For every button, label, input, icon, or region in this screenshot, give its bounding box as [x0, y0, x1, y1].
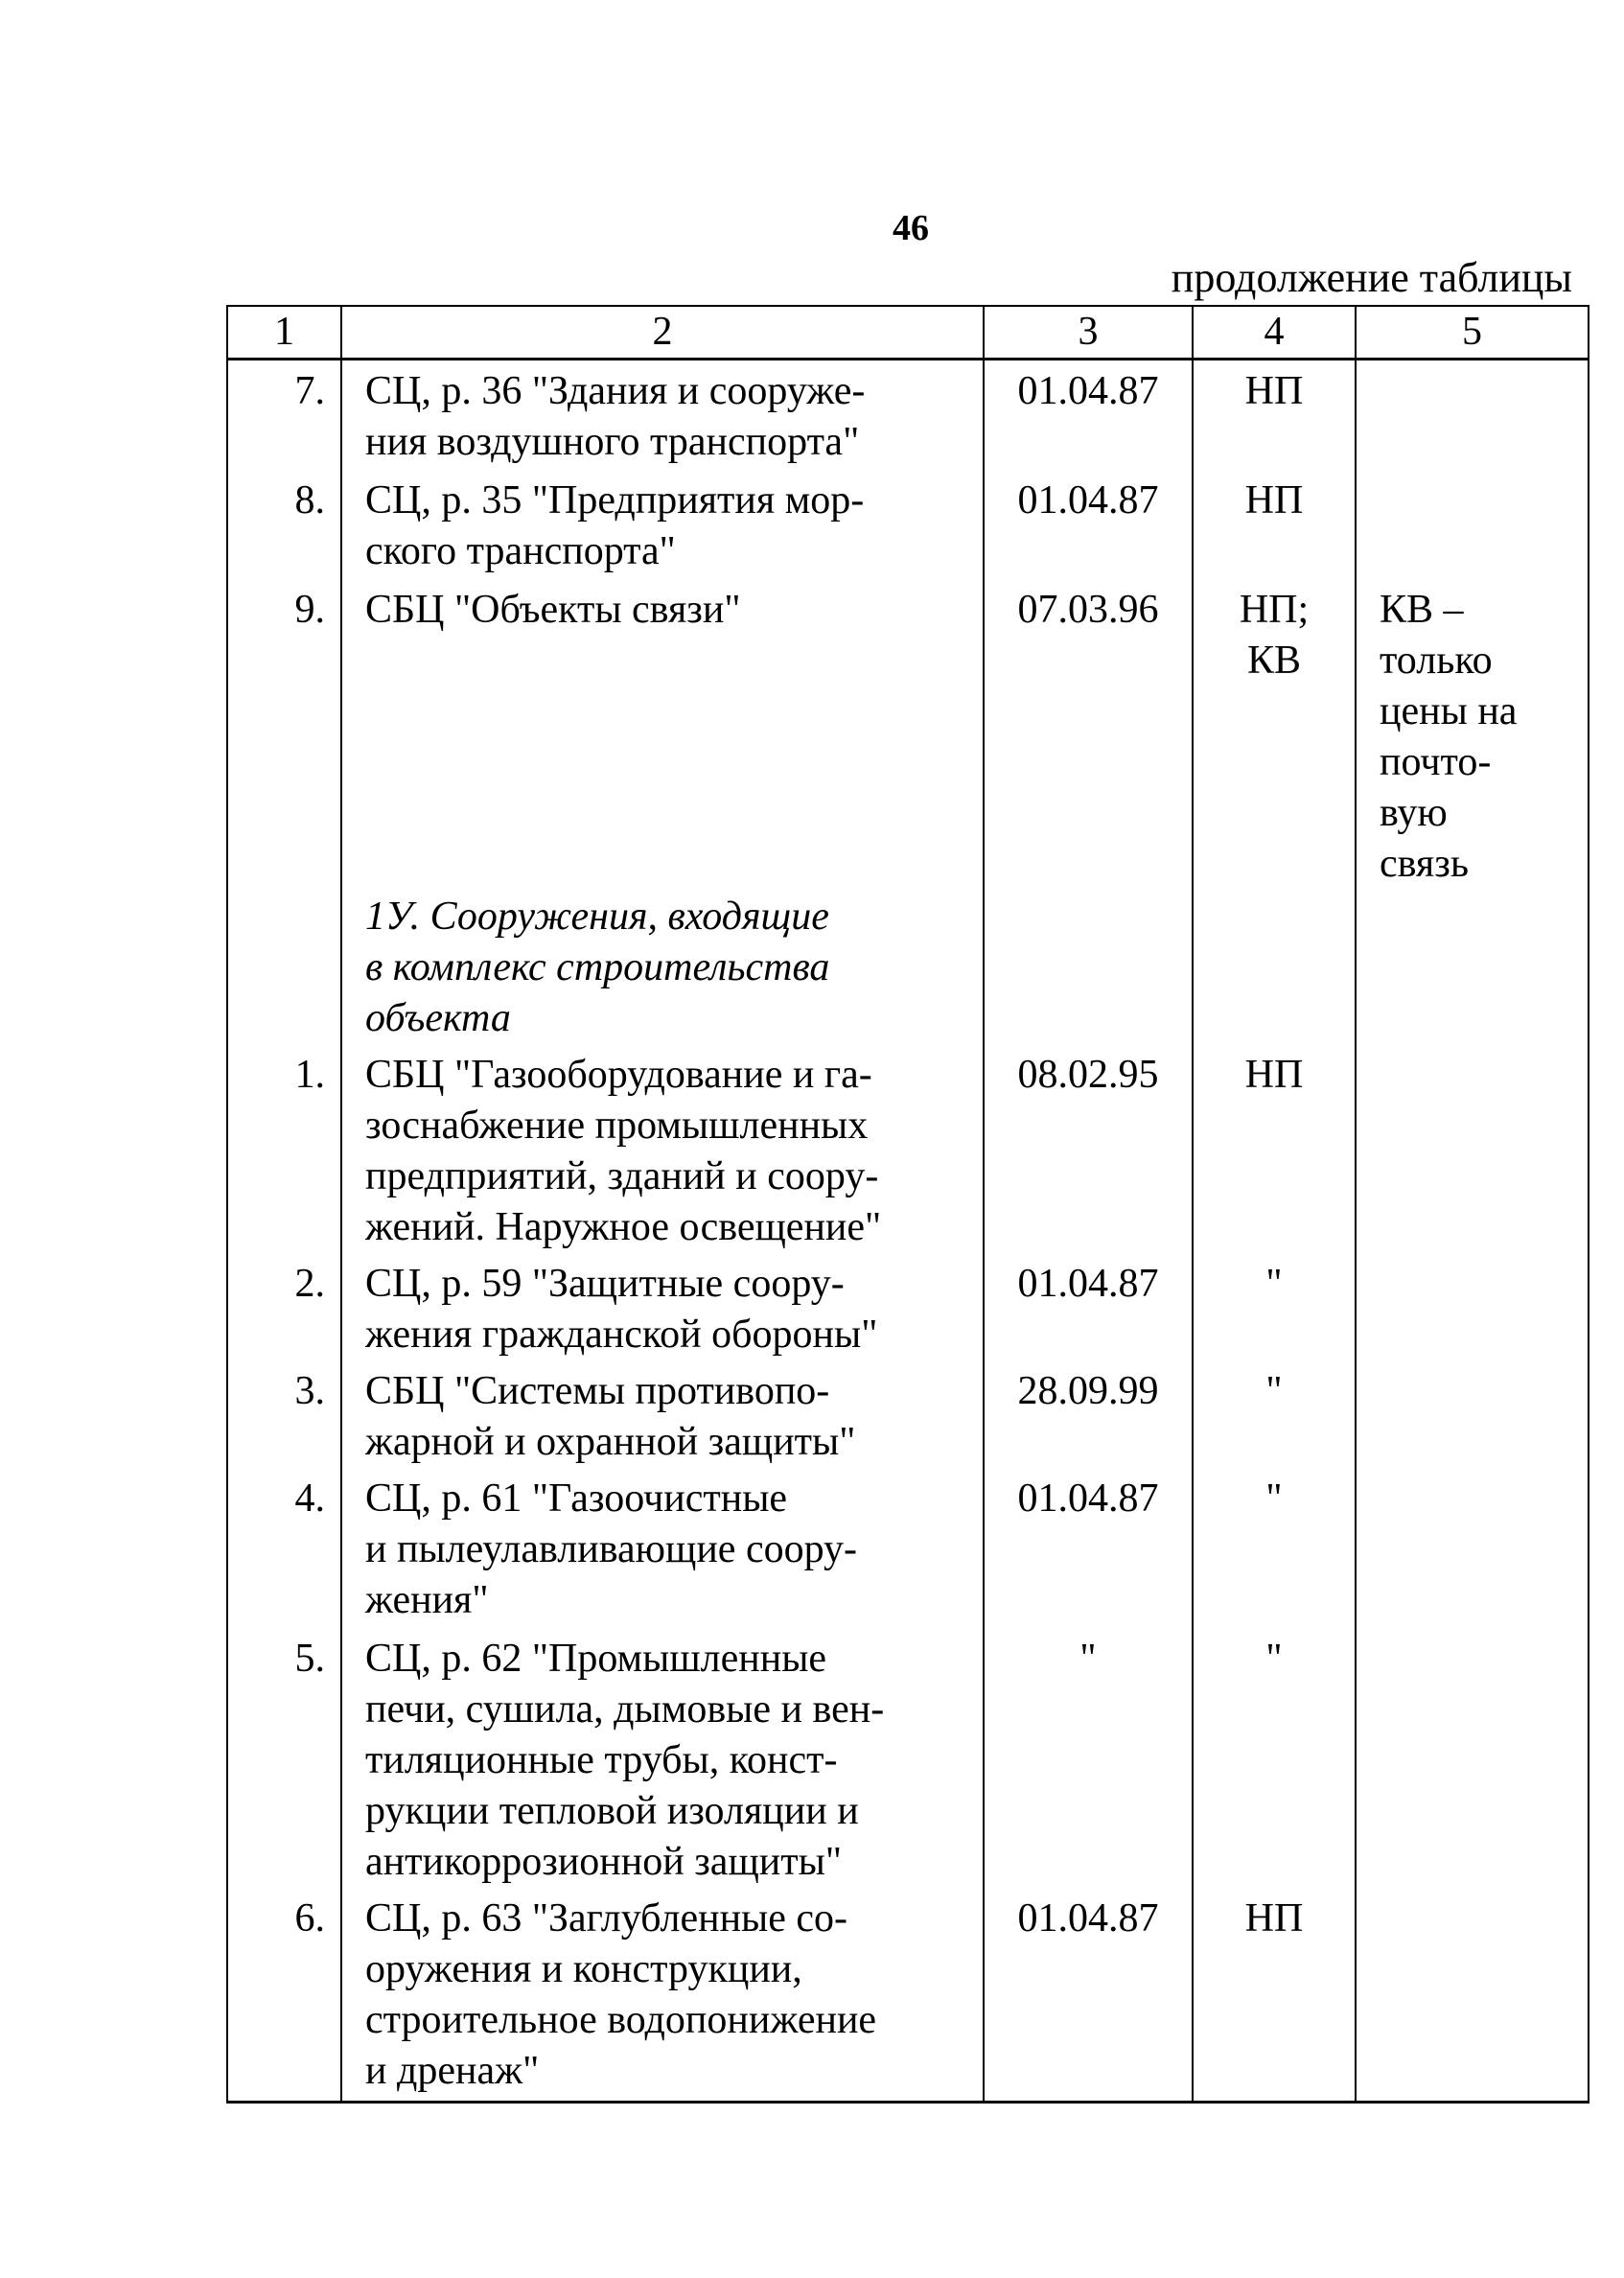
row-note	[1356, 360, 1589, 469]
row-date: 01.04.87	[984, 1468, 1193, 1626]
table-body	[227, 360, 1589, 2103]
row-code: НП	[1193, 360, 1356, 469]
row-name: СЦ, р. 61 "Газоочистные и пылеулавливающие соору- жения"	[341, 1468, 984, 1626]
row-number	[227, 890, 341, 1044]
row-date: 28.09.99	[984, 1360, 1193, 1468]
row-note	[1356, 890, 1589, 1044]
document-table	[226, 305, 1589, 2104]
row-code: "	[1193, 1626, 1356, 1888]
row-date: 07.03.96	[984, 577, 1193, 890]
row-number: 6.	[227, 1888, 341, 2103]
row-date: 01.04.87	[984, 1253, 1193, 1360]
row-name: СБЦ "Газооборудование и га- зоснабжение промышленных предприятий, зданий и соору- жений. Наружное освещение"	[341, 1044, 984, 1253]
row-number: 1.	[227, 1044, 341, 1253]
section-heading-row	[227, 890, 1589, 1044]
row-code: "	[1193, 1360, 1356, 1468]
row-code: НП	[1193, 1888, 1356, 2103]
row-name: СЦ, р. 63 "Заглубленные со- оружения и конструкции, строительное водопонижение и дренаж"	[341, 1888, 984, 2103]
row-note	[1356, 1626, 1589, 1888]
table-row	[227, 1468, 1589, 1626]
row-name: СЦ, р. 59 "Защитные соору- жения гражданской обороны"	[341, 1253, 984, 1360]
row-code: "	[1193, 1253, 1356, 1360]
table-row	[227, 360, 1589, 469]
table-row	[227, 1253, 1589, 1360]
row-date: 01.04.87	[984, 468, 1193, 577]
table-row	[227, 1626, 1589, 1888]
row-name: СЦ, р. 36 "Здания и сооруже- ния воздушного транспорта"	[341, 360, 984, 469]
row-code: "	[1193, 1468, 1356, 1626]
row-code: НП	[1193, 468, 1356, 577]
row-number: 3.	[227, 1360, 341, 1468]
header-cell-2: 2	[341, 306, 984, 360]
row-note	[1356, 1468, 1589, 1626]
row-number: 5.	[227, 1626, 341, 1888]
row-number: 7.	[227, 360, 341, 469]
row-note	[1356, 1253, 1589, 1360]
row-code: НП; КВ	[1193, 577, 1356, 890]
row-note	[1356, 468, 1589, 577]
row-date: 08.02.95	[984, 1044, 1193, 1253]
header-cell-5: 5	[1356, 306, 1589, 360]
table-row	[227, 1888, 1589, 2103]
row-note	[1356, 1360, 1589, 1468]
table-row	[227, 1044, 1589, 1253]
row-name: СЦ, р. 62 "Промышленные печи, сушила, дымовые и вен- тиляционные трубы, конст- рукции тепловой изоляции и антикоррозионной защиты"	[341, 1626, 984, 1888]
header-cell-1: 1	[227, 306, 341, 360]
row-name: 1У. Сооружения, входящие в комплекс строительства объекта	[341, 890, 984, 1044]
row-note	[1356, 1044, 1589, 1253]
row-number: 4.	[227, 1468, 341, 1626]
header-cell-3: 3	[984, 306, 1193, 360]
row-name: СБЦ "Объекты связи"	[341, 577, 984, 890]
row-code	[1193, 890, 1356, 1044]
table-row	[227, 468, 1589, 577]
row-number: 8.	[227, 468, 341, 577]
row-note: КВ – только цены на почто- вую связь	[1356, 577, 1589, 890]
row-number: 9.	[227, 577, 341, 890]
row-date	[984, 890, 1193, 1044]
row-name: СЦ, р. 35 "Предприятия мор- ского транспорта"	[341, 468, 984, 577]
row-name: СБЦ "Системы противопо- жарной и охранной защиты"	[341, 1360, 984, 1468]
row-date: 01.04.87	[984, 1888, 1193, 2103]
row-note	[1356, 1888, 1589, 2103]
row-code: НП	[1193, 1044, 1356, 1253]
table-row	[227, 577, 1589, 890]
page-number: 46	[893, 208, 929, 248]
row-date: "	[984, 1626, 1193, 1888]
table-row	[227, 1360, 1589, 1468]
row-date: 01.04.87	[984, 360, 1193, 469]
header-cell-4: 4	[1193, 306, 1356, 360]
table-header-row	[227, 306, 1589, 360]
row-number: 2.	[227, 1253, 341, 1360]
continuation-label: продолжение таблицы	[1171, 254, 1572, 301]
